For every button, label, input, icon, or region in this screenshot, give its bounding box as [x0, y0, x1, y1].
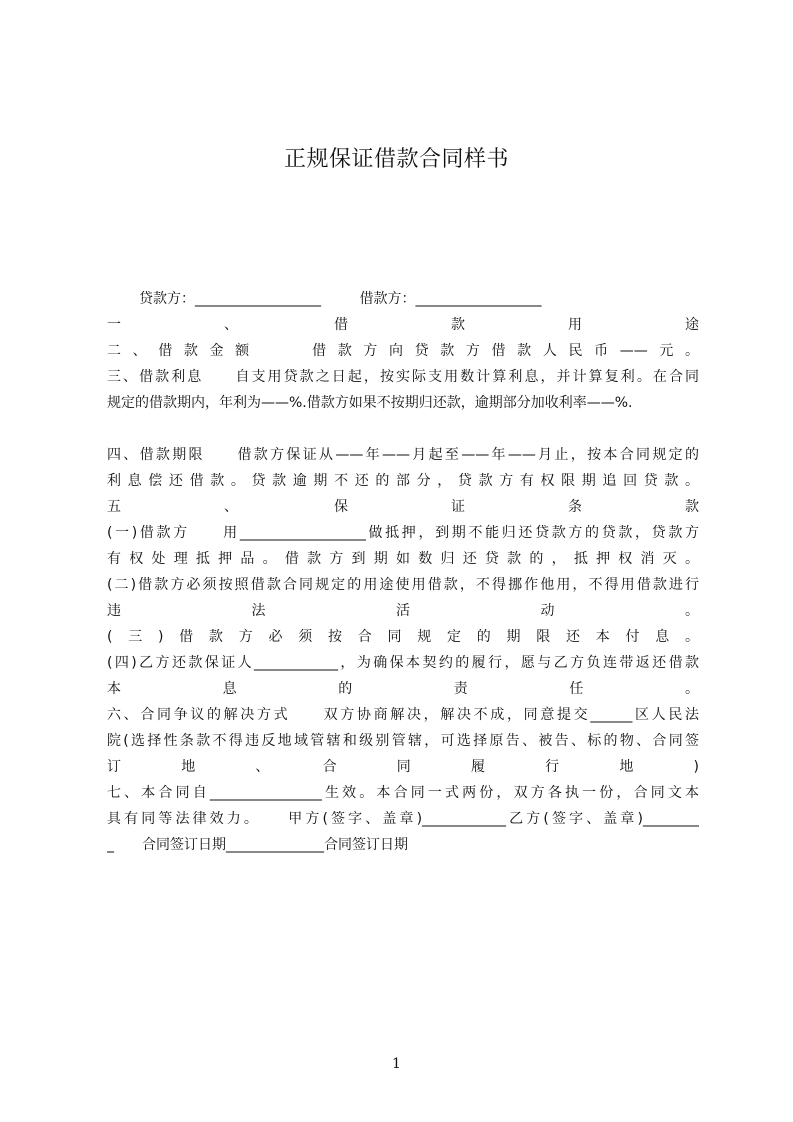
clause-4-line-2: 本 息 的 责 任 。 [107, 681, 699, 697]
section-1-heading: 一 、 借 款 用 途 [107, 317, 699, 333]
section-3-line-1: 三、借款利息 自支用贷款之日起，按实际支用数计算利息，并计算复利。在合同 [107, 369, 699, 385]
section-4-line-1: 四、借款期限 借款方保证从——年——月起至——年——月止，按本合同规定的 [107, 447, 699, 463]
clause-1-line-1: (一)借款方 用__________________做抵押，到期不能归还贷款方的贷款，贷款方 [107, 525, 699, 541]
signature-line: 具有同等法律效力。 甲方(签字、盖章)____________乙方(签字、盖章)________ [107, 811, 699, 827]
section-6-line-1: 六、合同争议的解决方式 双方协商解决，解决不成，同意提交______区人民法 [107, 707, 699, 723]
section-3-line-2: 规定的借款期内，年利为——%.借款方如果不按期归还款，逾期部分加收利率——%. [107, 395, 633, 411]
contract-body [107, 286, 699, 858]
blank-gap [107, 416, 699, 442]
clause-2-line-2: 违 法 活 动 。 [107, 603, 699, 619]
clause-2-line-1: (二)借款方必须按照借款合同规定的用途使用借款，不得挪作他用，不得用借款进行 [107, 577, 699, 593]
clause-3-line: (三)借款方必须按合同规定的期限还本付息。 [107, 629, 699, 645]
section-7-line-1: 七、本合同自________________生效。本合同一式两份，双方各执一份，合同文本 [107, 785, 699, 801]
signing-date-line: _ 合同签订日期______________合同签订日期 [107, 837, 408, 853]
page-number: 1 [392, 1056, 401, 1072]
section-6-line-3: 订 地 、 合 同 履 行 地 ) [107, 759, 699, 775]
clause-1-line-2: 有权处理抵押品。借款方到期如数归还贷款的，抵押权消灭。 [107, 551, 699, 567]
section-2-line: 二、借款金额 借款方向贷款方借款人民币——元。 [107, 343, 699, 359]
lender-field: 贷款方：__________________ [139, 291, 321, 307]
parties-line [107, 286, 699, 312]
document-title: 正规保证借款合同样书 [283, 147, 509, 172]
section-5-heading: 五 、 保 证 条 款 [107, 499, 699, 515]
clause-4-line-1: (四)乙方还款保证人____________，为确保本契约的履行，愿与乙方负连带返还借款 [107, 655, 699, 671]
borrower-field: 借款方：__________________ [359, 291, 542, 307]
section-6-line-2: 院(选择性条款不得违反地域管辖和级别管辖，可选择原告、被告、标的物、合同签 [107, 733, 699, 749]
section-4-line-2: 利息偿还借款。贷款逾期不还的部分，贷款方有权限期追回贷款。 [107, 473, 699, 489]
